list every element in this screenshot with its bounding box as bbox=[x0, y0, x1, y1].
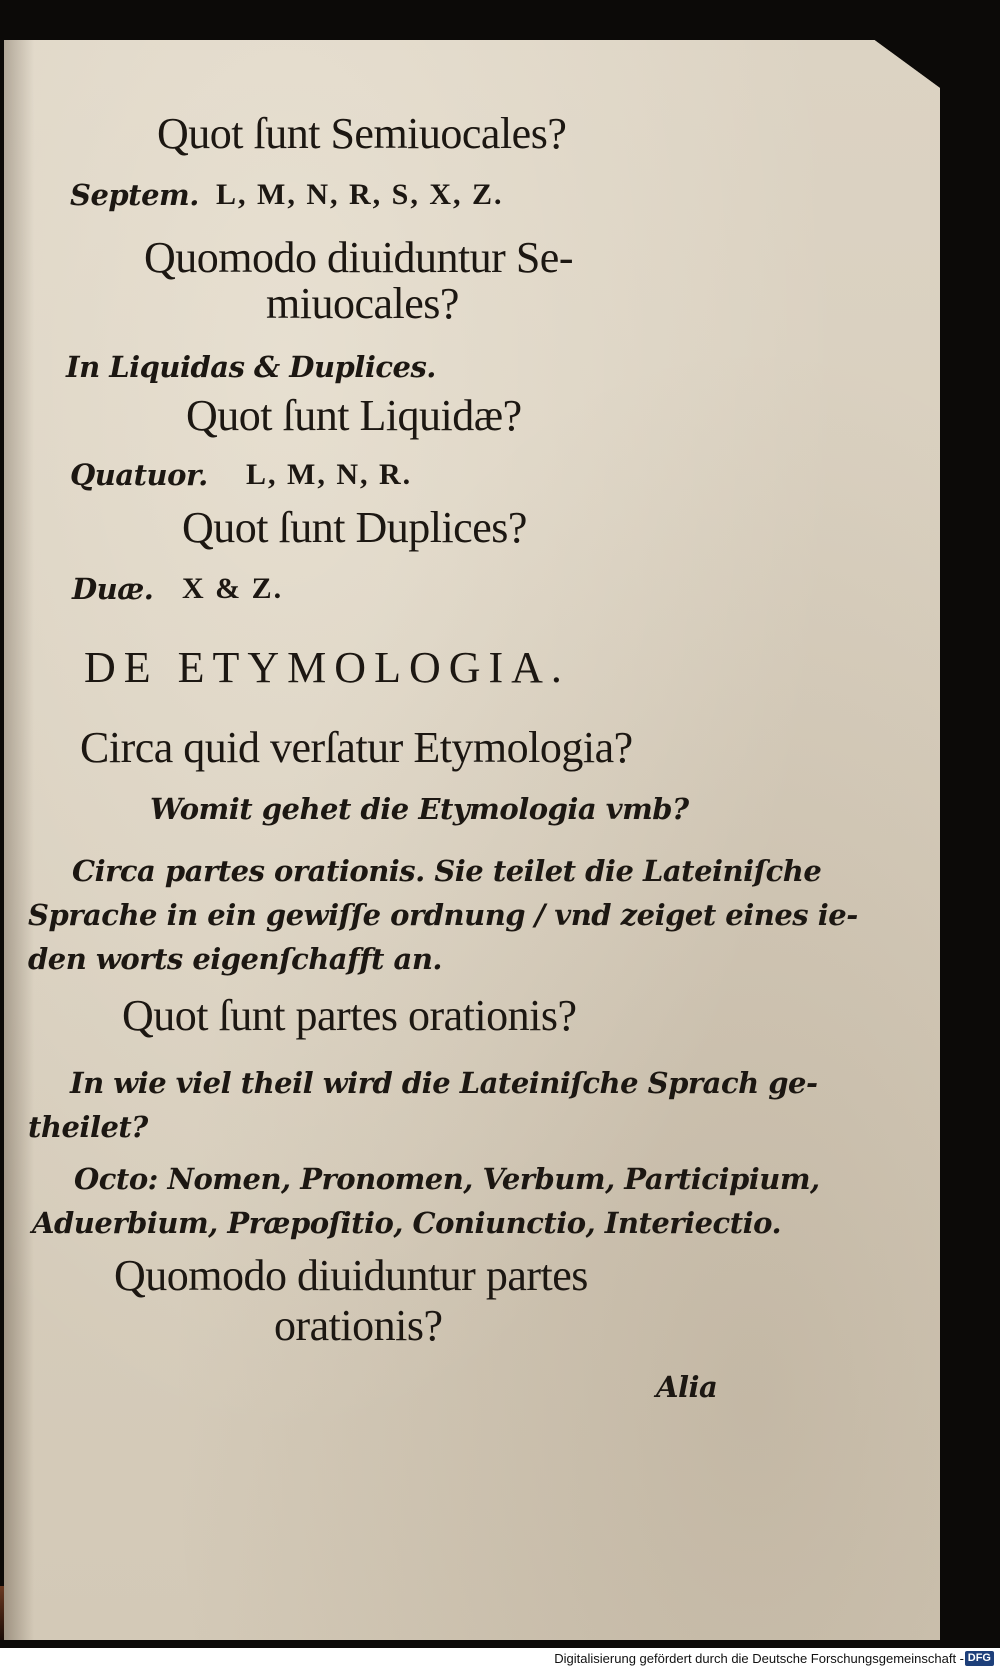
question-parts-of-speech-count: Quot ſunt partes orationis? bbox=[122, 991, 577, 1040]
answer-text: Circa partes orationis. Sie teilet die Lateiniſche bbox=[72, 854, 822, 888]
german-translation: In wie viel theil wird die Lateiniſche Sprach ge- bbox=[70, 1066, 818, 1100]
answer-text: den worts eigenſchafft an. bbox=[28, 942, 443, 976]
question-continuation: miuocales? bbox=[266, 279, 459, 328]
german-translation: theilet? bbox=[28, 1110, 148, 1144]
question-etymology-subject: Circa quid verſatur Etymologia? bbox=[80, 723, 633, 772]
answer-letters: L, M, N, R, S, X, Z. bbox=[216, 178, 504, 211]
answer-text: Sprache in ein gewiſſe ordnung / vnd zeiget eines ie- bbox=[28, 898, 858, 932]
question-continuation: orationis? bbox=[274, 1301, 443, 1350]
dfg-logo-icon: DFG bbox=[965, 1651, 994, 1666]
answer-label: Duæ. bbox=[72, 572, 154, 606]
answer-label: Quatuor. bbox=[70, 458, 208, 492]
answer-text: Octo: Nomen, Pronomen, Verbum, Participium, bbox=[74, 1162, 820, 1196]
question-semivowels-division: Quomodo diuiduntur Se- bbox=[144, 233, 573, 282]
answer-letters: L, M, N, R. bbox=[246, 458, 413, 491]
question-parts-division: Quomodo diuiduntur partes bbox=[114, 1251, 588, 1300]
question-liquids-count: Quot ſunt Liquidæ? bbox=[186, 391, 522, 440]
catchword: Alia bbox=[656, 1370, 718, 1404]
funding-credit: Digitalisierung gefördert durch die Deutsche Forschungsgemeinschaft - bbox=[554, 1651, 964, 1666]
answer-text: Aduerbium, Præpoſitio, Coniunctio, Interiectio. bbox=[32, 1206, 782, 1240]
answer-label: Septem. bbox=[70, 178, 199, 212]
answer-letters: X & Z. bbox=[182, 572, 284, 605]
section-heading: DE ETYMOLOGIA. bbox=[84, 643, 570, 692]
digitization-footer bbox=[0, 1648, 1000, 1670]
question-duplices-count: Quot ſunt Duplices? bbox=[182, 503, 527, 552]
answer-text: In Liquidas & Duplices. bbox=[66, 350, 436, 384]
question-semivowels-count: Quot ſunt Semiuocales? bbox=[157, 109, 567, 158]
german-translation: Womit gehet die Etymologia vmb? bbox=[150, 792, 689, 826]
